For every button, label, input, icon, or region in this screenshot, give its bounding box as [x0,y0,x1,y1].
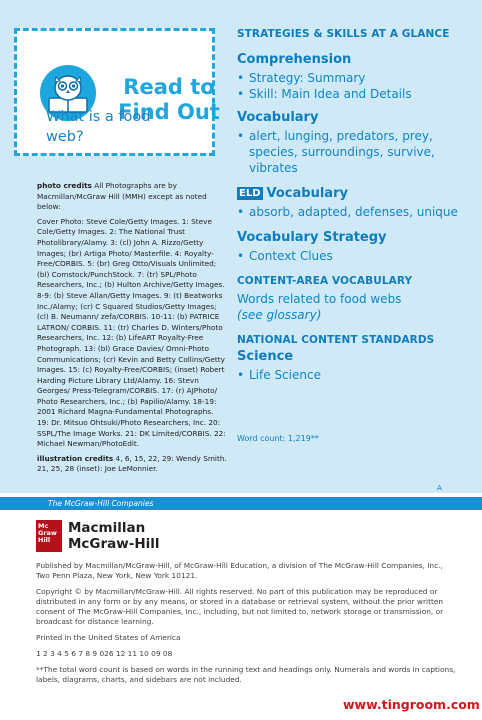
standards-list [237,367,472,383]
list-item: • alert, lunging, predators, prey, species, surroundings, survive, vibrates [237,128,472,176]
list-item: • absorb, adapted, defenses, unique [237,204,472,220]
content-area-line2: (see glossary) [237,308,322,322]
glance-header: STRATEGIES & SKILLS AT A GLANCE [237,28,450,40]
badge-question [46,107,206,147]
content-standards-header: NATIONAL CONTENT STANDARDS [237,334,435,346]
mcgraw-hill-band [0,497,482,510]
page-letter: A [437,484,442,492]
watermark: www.tingroom.com [343,697,480,712]
logo-text [68,520,160,552]
print-line: 1 2 3 4 5 6 7 8 9 026 12 11 10 09 08 [36,649,173,658]
badge-title-line2: Find Out [118,100,220,124]
photo-credits-label: photo credits [37,181,92,190]
vocabulary-strategy-list [237,248,472,264]
list-item: • Life Science [237,367,472,383]
vocabulary-title: Vocabulary [237,110,319,125]
skills-at-a-glance [237,27,472,383]
copyright-paragraph: Copyright © by Macmillan/McGraw-Hill. All rights reserved. No part of this publication may be reproduced or distributed in any form or by any means, or stored in a database or retrieval system, without the prior written consent of The McGraw-Hill Companies, Inc., including, but not limited to, network storage or transmission, or broadcast for distance learning. [36,587,444,626]
logo-line2: McGraw-Hill [68,536,160,552]
badge-title-line1: Read to [123,75,215,99]
standards-science-title: Science [237,349,294,364]
comprehension-list [237,70,472,102]
photo-credits-body: Cover Photo: Steve Cole/Getty Images. 1: Steve Cole/Getty Images. 2: The National Trust Photolibrary/Alamy. 3: (cl) John A. Rizzo/Getty Images; (br) Artiga Photo/ Masterfile. 4: Royalty-Free/CORBIS. 5: (br) Greg Otto/Visuals Unlimited; (bl) Comstock/PunchStock. 7: (tr) SPL/Photo Researchers, Inc.; (b) Hulton Archive/Getty Images. 8-9: (b) Steve Allan/Getty Images. 9: (t) Beatworks Inc./Alamy; (cr) C Squared Studios/Getty Images; (cl) B. Neumann/ zefa/CORBIS. 10-11: (b) PATRICE LATRON/ CORBIS. 11: (tr) Charles D. Winters/Photo Researchers, Inc. 12: (b) LifeART Royalty-Free Photograph. 13: (bl) Grace Davies/ Omni-Photo Communications; (cr) Kevin and Betty Collins/Getty Images. 15: (c) Royalty-Free/CORBIS; (inset) Robert Harding Picture Library Ltd/Alamy. 16: Stevn Georges/ Press-Telegram/CORBIS. 17: (r) AJPhoto/ Photo Researchers, Inc.; (b) Papilio/Alamy. 18-19: 2001 Richard Magna-Fundamental Photographs. 19: Dr. Mitsuo Ohtsuki/Photo Researchers, Inc. 20: SSPL/The Image Works. 21: DK Limited/CORBIS. 22: Michael Newman/PhotoEdit. [37,216,226,449]
illustration-credits-body: 4, 6, 15, 22, 29: Wendy Smith. 21, 25, 28 (inset): Joe LeMonnier. [37,453,227,474]
eld-vocabulary-title [237,185,472,202]
publisher-info [36,561,456,691]
photo-credits-intro: All Photographs are by Macmillan/McGraw Hill (MMH) except as noted below: [37,181,207,212]
badge-question-line2: web? [46,129,84,145]
mcgraw-hill-logo-icon: Mc Graw Hill [36,520,62,552]
badge-question-line1: What is a food [46,109,151,125]
vocabulary-list [237,128,472,176]
logo-line1: Macmillan [68,520,146,536]
illustration-credits-label: illustration credits [37,453,114,463]
vocabulary-strategy-title: Vocabulary Strategy [237,230,387,245]
eld-badge: ELD [239,188,261,199]
word-count-note: **The total word count is based on words in the running text and headings only. Numerals and words in captions, labels, diagrams, charts, and sidebars are not included. [36,665,456,684]
content-area-vocabulary-header: CONTENT-AREA VOCABULARY [237,275,413,287]
list-item: • Context Clues [237,248,472,264]
content-area-line1: Words related to food webs [237,292,402,306]
printed-in: Printed in the United States of America [36,633,181,642]
publisher-paragraph: Published by Macmillan/McGraw-Hill, of McGraw-Hill Education, a division of The McGraw-Hill Companies, Inc., Two Penn Plaza, New York, New York 10121. [36,561,443,580]
word-count: Word count: 1,219** [237,434,319,443]
eld-title-text: Vocabulary [266,186,348,201]
eld-vocabulary-list [237,204,472,220]
photo-credits [37,181,227,479]
list-item: • Skill: Main Idea and Details [237,86,472,102]
band-text: The McGraw-Hill Companies [48,499,154,508]
comprehension-title: Comprehension [237,52,352,67]
list-item: • Strategy: Summary [237,70,472,86]
